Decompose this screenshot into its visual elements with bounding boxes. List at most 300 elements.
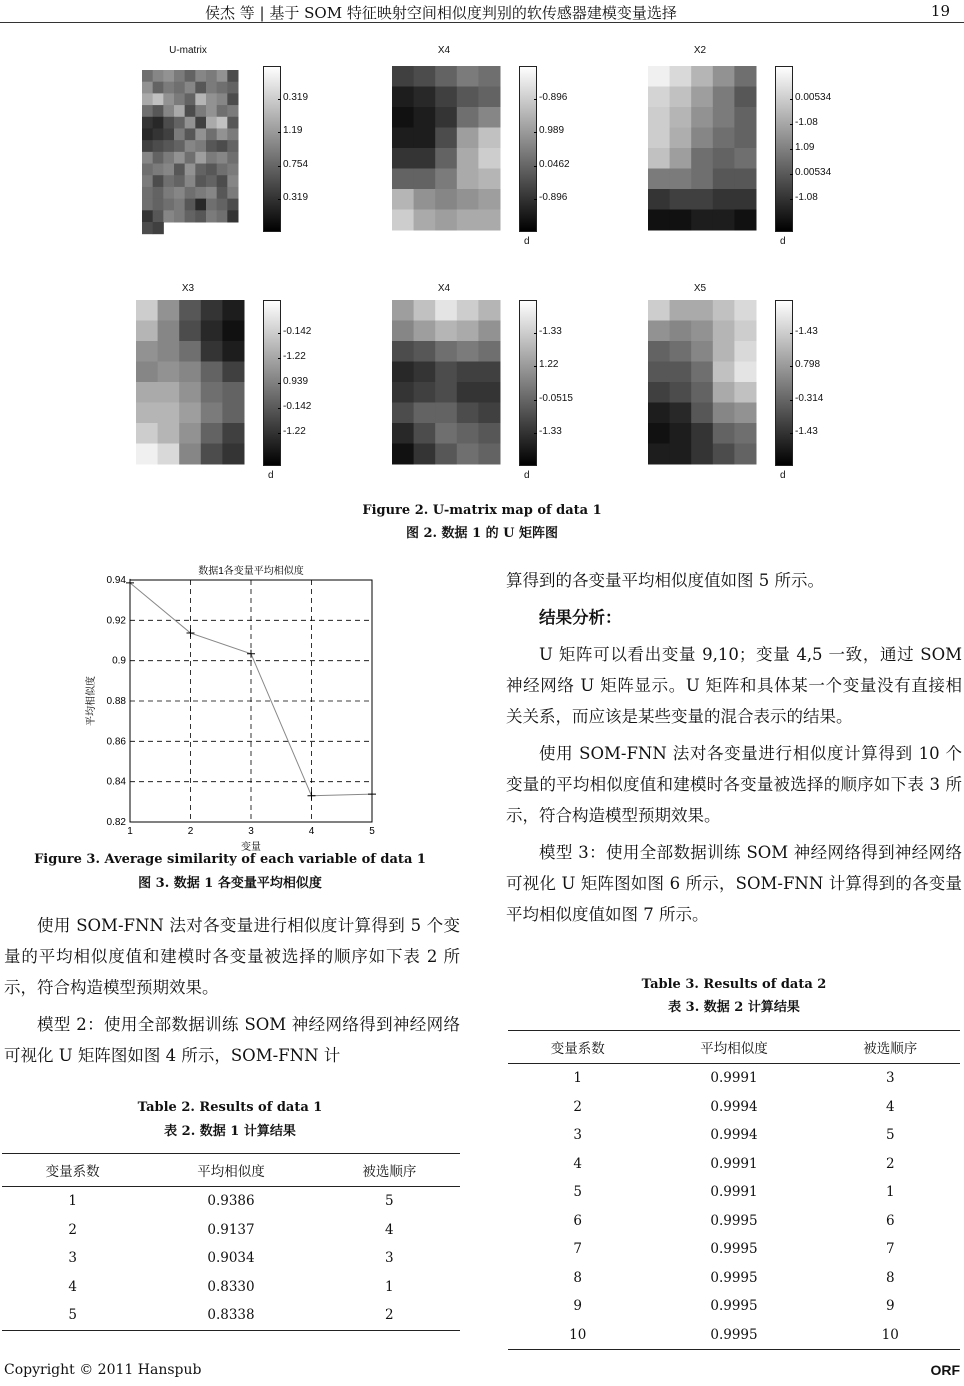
map-cell [179, 300, 201, 321]
component-map [648, 66, 756, 230]
map-cell [158, 403, 180, 424]
map-cell [648, 403, 670, 424]
map-cell [174, 140, 185, 152]
map-cell [414, 189, 436, 210]
colorbar-label: 0.989 [539, 125, 565, 137]
map-cell [414, 300, 436, 321]
map-cell [174, 187, 185, 199]
colorbar-tick [534, 99, 537, 100]
map-cell [142, 140, 153, 152]
map-cell [153, 93, 164, 105]
map-cell [648, 87, 670, 108]
map-cell [713, 189, 735, 210]
map-cell [713, 403, 735, 424]
table-row [508, 1121, 960, 1150]
table-cell: 0.9994 [710, 1127, 758, 1144]
colorbar-tick [790, 124, 793, 125]
table-cell: 0.8330 [207, 1278, 255, 1295]
map-cell [435, 107, 457, 128]
map-cell [185, 105, 196, 117]
map-cell [179, 403, 201, 424]
map-cell [174, 128, 185, 140]
map-cell [670, 300, 692, 321]
table-cell: 0.9991 [710, 1184, 758, 1201]
colorbar-unit-label: d [524, 470, 530, 481]
map-cell [691, 423, 713, 444]
map-cell [185, 128, 196, 140]
map-cell [206, 140, 217, 152]
table-cell: 10 [508, 1321, 647, 1350]
table-cell: 0.9137 [207, 1221, 255, 1238]
table-cell: 1 [885, 1184, 895, 1201]
colorbar-label: 0.939 [283, 376, 309, 387]
map-cell [195, 128, 206, 140]
map-cell [206, 175, 217, 187]
table-cell: 9 [885, 1298, 895, 1315]
map-cell [478, 189, 500, 210]
colorbar-label: 0.00534 [795, 92, 832, 104]
map-cell [478, 128, 500, 149]
table-row [2, 1273, 460, 1302]
map-cell [435, 300, 457, 321]
map-cell [670, 403, 692, 424]
colorbar-label: -0.142 [283, 400, 312, 412]
table-3-caption-en: Table 3. Results of data 2 [641, 977, 827, 992]
map-cell [163, 152, 174, 164]
map-cell [648, 362, 670, 383]
map-cell [227, 105, 238, 117]
map-cell [670, 362, 692, 383]
figure-3-caption-cn: 图 3. 数据 1 各变量平均相似度 [138, 876, 322, 891]
map-cell [670, 341, 692, 362]
map-cell [648, 210, 670, 231]
table-cell: 2 [573, 1098, 583, 1115]
map-cell [457, 362, 479, 383]
map-cell [153, 117, 164, 129]
map-cell [691, 382, 713, 403]
panel-title: X4 [437, 283, 451, 294]
colorbar-label: -1.43 [795, 425, 818, 437]
table-cell: 3 [385, 1250, 394, 1267]
map-cell [174, 175, 185, 187]
panel-title: X2 [693, 45, 707, 56]
colorbar-label: -1.08 [795, 117, 818, 129]
map-cell [734, 403, 756, 424]
map-cell [174, 210, 185, 222]
map-cell [206, 210, 217, 222]
map-cell [136, 403, 158, 424]
panel-title: X3 [181, 283, 195, 294]
map-cell [457, 210, 479, 231]
map-cell [691, 403, 713, 424]
map-cell [713, 66, 735, 87]
colorbar-label: -1.33 [539, 326, 562, 338]
map-cell [142, 164, 153, 176]
table-cell: 0.8338 [143, 1301, 318, 1330]
map-cell [392, 382, 414, 403]
colorbar-label: 0.754 [283, 158, 309, 170]
map-cell [457, 169, 479, 190]
chart-title: 数据1各变量平均相似度 [198, 566, 304, 577]
map-cell [670, 66, 692, 87]
page-number: 19 [930, 2, 950, 20]
map-cell [174, 82, 185, 94]
map-cell [392, 362, 414, 383]
map-cell [414, 107, 436, 128]
map-cell [414, 403, 436, 424]
map-cell [478, 107, 500, 128]
table-2 [2, 1153, 460, 1331]
map-cell [392, 300, 414, 321]
table-cell: 9 [573, 1298, 583, 1315]
map-cell [206, 93, 217, 105]
map-cell [670, 87, 692, 108]
map-cell [174, 70, 185, 82]
table-3 [508, 1030, 960, 1350]
map-cell [206, 128, 217, 140]
map-cell [227, 82, 238, 94]
map-cell [163, 187, 174, 199]
table-cell: 4 [885, 1098, 895, 1115]
map-cell [142, 175, 153, 187]
colorbar-label: 1.09 [795, 142, 815, 153]
column-header: 平均相似度 [647, 1031, 820, 1064]
map-cell [217, 199, 228, 211]
map-cell [195, 117, 206, 129]
column-header: 被选顺序 [319, 1154, 460, 1187]
map-cell [206, 105, 217, 117]
map-cell [414, 321, 436, 342]
colorbar-label: 0.319 [283, 92, 309, 104]
colorbar-tick [790, 433, 793, 434]
map-cell [670, 169, 692, 190]
colorbar [519, 300, 539, 466]
map-cell [713, 210, 735, 231]
map-cell [142, 210, 153, 222]
map-cell [435, 423, 457, 444]
table-row [508, 1264, 960, 1293]
map-cell [158, 300, 180, 321]
colorbar-tick [790, 400, 793, 401]
map-cell [227, 199, 238, 211]
column-header: 变量系数 [508, 1031, 647, 1064]
map-cell [227, 175, 238, 187]
results-heading: 结果分析： [539, 608, 622, 627]
colorbar-fill [520, 301, 537, 466]
map-cell [691, 169, 713, 190]
table-row [508, 1207, 960, 1236]
colorbar-label: -1.43 [795, 326, 818, 338]
table-row [2, 1187, 460, 1216]
map-cell [153, 164, 164, 176]
map-cell [185, 175, 196, 187]
y-axis-label: 平均相似度 [86, 676, 97, 726]
colorbar-fill [264, 67, 281, 232]
map-cell [478, 210, 500, 231]
column-header: 被选顺序 [821, 1031, 960, 1064]
map-cell [179, 321, 201, 342]
colorbar-tick [534, 166, 537, 167]
map-cell [153, 222, 164, 234]
map-cell [734, 300, 756, 321]
map-cell [414, 382, 436, 403]
table-cell: 6 [573, 1212, 583, 1229]
map-cell [153, 128, 164, 140]
map-cell [158, 382, 180, 403]
map-cell [222, 321, 244, 342]
table-cell: 3 [68, 1250, 77, 1267]
map-cell [713, 300, 735, 321]
map-cell [136, 300, 158, 321]
map-cell [201, 423, 223, 444]
map-cell [142, 82, 153, 94]
map-cell [206, 82, 217, 94]
map-cell [201, 444, 223, 465]
table-row [508, 1150, 960, 1179]
map-cell [648, 169, 670, 190]
map-cell [206, 164, 217, 176]
map-cell [153, 140, 164, 152]
map-cell [414, 87, 436, 108]
table-cell: 0.9995 [710, 1241, 758, 1258]
x-tick-label: 5 [369, 826, 375, 837]
table-cell: 0.9991 [710, 1070, 758, 1087]
colorbar-label: -0.314 [795, 392, 824, 404]
map-cell [648, 66, 670, 87]
map-cell [457, 189, 479, 210]
map-cell [392, 321, 414, 342]
column-header: 变量系数 [2, 1154, 143, 1187]
colorbar-tick [790, 174, 793, 175]
map-cell [163, 117, 174, 129]
map-cell [648, 128, 670, 149]
map-cell [217, 140, 228, 152]
map-cell [478, 148, 500, 169]
table-cell: 0.9386 [207, 1193, 255, 1210]
table-cell: 7 [573, 1241, 583, 1258]
map-cell [478, 300, 500, 321]
colorbar-tick [278, 166, 281, 167]
table-cell: 0.9995 [710, 1269, 758, 1286]
map-cell [142, 105, 153, 117]
map-cell [734, 210, 756, 231]
colorbar-label: -0.896 [539, 92, 568, 104]
map-cell [153, 70, 164, 82]
map-cell [153, 199, 164, 211]
map-cell [691, 148, 713, 169]
map-cell [734, 321, 756, 342]
colorbar-tick [534, 433, 537, 434]
map-cell [222, 403, 244, 424]
map-cell [201, 321, 223, 342]
map-cell [648, 148, 670, 169]
colorbar [775, 300, 795, 466]
map-cell [435, 189, 457, 210]
colorbar-tick [278, 99, 281, 100]
table-cell: 5 [885, 1127, 895, 1144]
x-tick-label: 4 [308, 826, 315, 837]
map-cell [217, 82, 228, 94]
x-tick-label: 3 [248, 826, 254, 837]
map-cell [734, 128, 756, 149]
colorbar-unit-label: d [524, 236, 530, 247]
colorbar-label: -1.22 [283, 351, 306, 363]
map-cell [648, 382, 670, 403]
colorbar-tick [534, 400, 537, 401]
map-cell [691, 444, 713, 465]
map-cell [136, 321, 158, 342]
map-cell [217, 187, 228, 199]
map-cell [414, 128, 436, 149]
map-cell [185, 93, 196, 105]
map-cell [195, 70, 206, 82]
map-cell [201, 362, 223, 383]
map-cell [392, 148, 414, 169]
colorbar-tick [278, 132, 281, 133]
map-cell [734, 169, 756, 190]
map-cell [713, 444, 735, 465]
map-cell [648, 444, 670, 465]
map-cell [227, 152, 238, 164]
map-cell [713, 87, 735, 108]
table-row [508, 1321, 960, 1350]
map-cell [217, 152, 228, 164]
colorbar-tick [534, 199, 537, 200]
map-cell [734, 341, 756, 362]
map-cell [222, 300, 244, 321]
map-cell [179, 444, 201, 465]
map-cell [201, 300, 223, 321]
map-cell [670, 128, 692, 149]
right-column-text [506, 565, 962, 930]
map-cell [734, 189, 756, 210]
x-tick-label: 1 [127, 826, 133, 837]
colorbar-label: -1.08 [795, 191, 818, 203]
map-cell [222, 362, 244, 383]
map-cell [691, 300, 713, 321]
map-cell [222, 444, 244, 465]
colorbar-tick [534, 366, 537, 367]
map-cell [691, 87, 713, 108]
map-cell [648, 107, 670, 128]
map-cell [163, 70, 174, 82]
table-cell: 5 [385, 1193, 394, 1210]
table-cell: 6 [885, 1212, 895, 1229]
table-row [2, 1301, 460, 1330]
map-cell [153, 82, 164, 94]
map-cell [206, 70, 217, 82]
map-cell [163, 93, 174, 105]
map-cell [158, 341, 180, 362]
map-cell [435, 169, 457, 190]
map-cell [174, 117, 185, 129]
map-cell [670, 444, 692, 465]
map-cell [670, 321, 692, 342]
map-cell [206, 187, 217, 199]
figure-2-caption-cn: 图 2. 数据 1 的 U 矩阵图 [405, 526, 559, 541]
map-cell [227, 140, 238, 152]
map-cell [195, 164, 206, 176]
x-axis-label: 变量 [241, 842, 261, 853]
colorbar-label: -1.33 [539, 425, 562, 437]
map-cell [185, 70, 196, 82]
table-cell: 10 [821, 1321, 960, 1350]
table-cell: 4 [573, 1155, 583, 1172]
map-cell [670, 148, 692, 169]
map-cell [648, 423, 670, 444]
map-cell [435, 341, 457, 362]
figure-2-caption-en: Figure 2. U-matrix map of data 1 [362, 503, 602, 518]
map-cell [227, 187, 238, 199]
map-cell [185, 82, 196, 94]
table-2-caption-en: Table 2. Results of data 1 [137, 1100, 323, 1115]
map-cell [153, 152, 164, 164]
colorbar-tick [534, 333, 537, 334]
map-cell [478, 382, 500, 403]
map-cell [227, 164, 238, 176]
map-cell [691, 189, 713, 210]
map-cell [222, 423, 244, 444]
map-cell [206, 199, 217, 211]
map-cell [163, 128, 174, 140]
map-cell [158, 444, 180, 465]
map-cell [478, 423, 500, 444]
map-cell [227, 117, 238, 129]
map-cell [142, 70, 153, 82]
colorbar-tick [278, 433, 281, 434]
map-cell [185, 117, 196, 129]
map-cell [179, 382, 201, 403]
map-cell [392, 87, 414, 108]
map-cell [478, 321, 500, 342]
map-cell [457, 148, 479, 169]
map-cell [435, 444, 457, 465]
map-cell [713, 107, 735, 128]
map-cell [163, 105, 174, 117]
colorbar-label: -0.142 [283, 326, 312, 338]
map-cell [478, 341, 500, 362]
table-cell: 1 [573, 1070, 583, 1087]
map-cell [713, 128, 735, 149]
map-cell [691, 66, 713, 87]
component-map [142, 70, 238, 222]
x-tick-label: 2 [187, 826, 194, 837]
map-cell [174, 164, 185, 176]
map-cell [435, 321, 457, 342]
colorbar-unit-label: d [268, 470, 274, 481]
map-cell [435, 403, 457, 424]
map-cell [392, 341, 414, 362]
table-cell: 2 [68, 1221, 77, 1238]
map-cell [713, 341, 735, 362]
right-paragraph-3: 模型 3：使用全部数据训练 SOM 神经网络得到神经网络可视化 U 矩阵图如图 6 所示，SOM-FNN 计算得到的各变量平均相似度值如图 7 所示。 [506, 843, 962, 924]
table-cell: 5 [2, 1301, 143, 1330]
map-cell [457, 382, 479, 403]
map-cell [142, 93, 153, 105]
colorbar-fill [520, 67, 537, 232]
table-cell: 3 [573, 1127, 583, 1144]
map-cell [713, 382, 735, 403]
table-header-row [2, 1154, 460, 1187]
map-cell [457, 321, 479, 342]
panel-title: X4 [437, 45, 451, 56]
table-row [508, 1292, 960, 1321]
map-cell [648, 341, 670, 362]
map-cell [435, 148, 457, 169]
map-cell [201, 382, 223, 403]
map-cell [142, 152, 153, 164]
colorbar [519, 66, 539, 232]
